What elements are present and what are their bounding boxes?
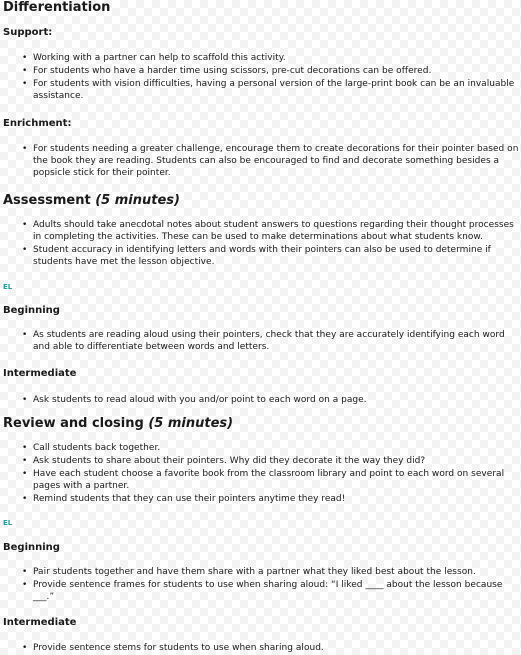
enrichment-list xyxy=(3,143,521,179)
list-item: • Ask students to share about their pointers. Why did they decorate it the way they did? xyxy=(33,455,521,467)
beginning-list xyxy=(3,329,521,353)
list-item: • Remind students that they can use their pointers anytime they read! xyxy=(33,493,521,505)
review-heading xyxy=(3,416,233,432)
enrichment-heading: Enrichment: xyxy=(3,118,72,129)
list-item: • Adults should take anecdotal notes about student answers to questions regarding their thought processes in completing the activities. These can be used to make determinations about what students know. xyxy=(33,219,521,243)
el-badge: EL xyxy=(3,283,13,291)
differentiation-heading: Differentiation xyxy=(3,0,111,15)
assessment-heading xyxy=(3,193,180,209)
beginning-heading: Beginning xyxy=(3,305,60,316)
intermediate-heading: Intermediate xyxy=(3,368,77,379)
assessment-title: Assessment xyxy=(3,193,91,208)
review-duration: (5 minutes) xyxy=(148,416,234,431)
intermediate-heading: Intermediate xyxy=(3,617,77,628)
list-item: • Pair students together and have them share with a partner what they liked best about the lesson. xyxy=(33,566,521,578)
assessment-duration: (5 minutes) xyxy=(95,193,180,208)
list-item: • For students who have a harder time using scissors, pre-cut decorations can be offered. xyxy=(33,65,521,77)
beginning-list xyxy=(3,566,521,603)
list-item: • As students are reading aloud using their pointers, check that they are accurately identifying each word and able to differentiate between words and letters. xyxy=(33,329,521,353)
intermediate-list xyxy=(3,642,521,654)
support-heading: Support: xyxy=(3,27,53,38)
list-item: • Provide sentence frames for students to use when sharing aloud: “I liked ____ about the lesson because ___.” xyxy=(33,579,521,603)
list-item: • Ask students to read aloud with you and/or point to each word on a page. xyxy=(33,394,521,406)
list-item: • Student accuracy in identifying letters and words with their pointers can also be used to determine if students have met the lesson objective. xyxy=(33,244,521,268)
beginning-heading: Beginning xyxy=(3,542,60,553)
list-item: • For students with vision difficulties, having a personal version of the large-print book can be an invaluable assistance. xyxy=(33,78,521,102)
review-title: Review and closing xyxy=(3,416,144,431)
assessment-list xyxy=(3,219,521,268)
list-item: • Provide sentence stems for students to use when sharing aloud. xyxy=(33,642,521,654)
list-item: • For students needing a greater challenge, encourage them to create decorations for their pointer based on the book they are reading. Students can also be encouraged to find and decorate something besides a popsicle stick for their pointer. xyxy=(33,143,521,179)
intermediate-list xyxy=(3,394,521,406)
support-list xyxy=(3,52,521,102)
list-item: • Working with a partner can help to scaffold this activity. xyxy=(33,52,521,64)
el-badge: EL xyxy=(3,519,13,527)
review-list xyxy=(3,442,521,505)
list-item: • Have each student choose a favorite book from the classroom library and point to each word on several pages with a partner. xyxy=(33,468,521,492)
list-item: • Call students back together. xyxy=(33,442,521,454)
